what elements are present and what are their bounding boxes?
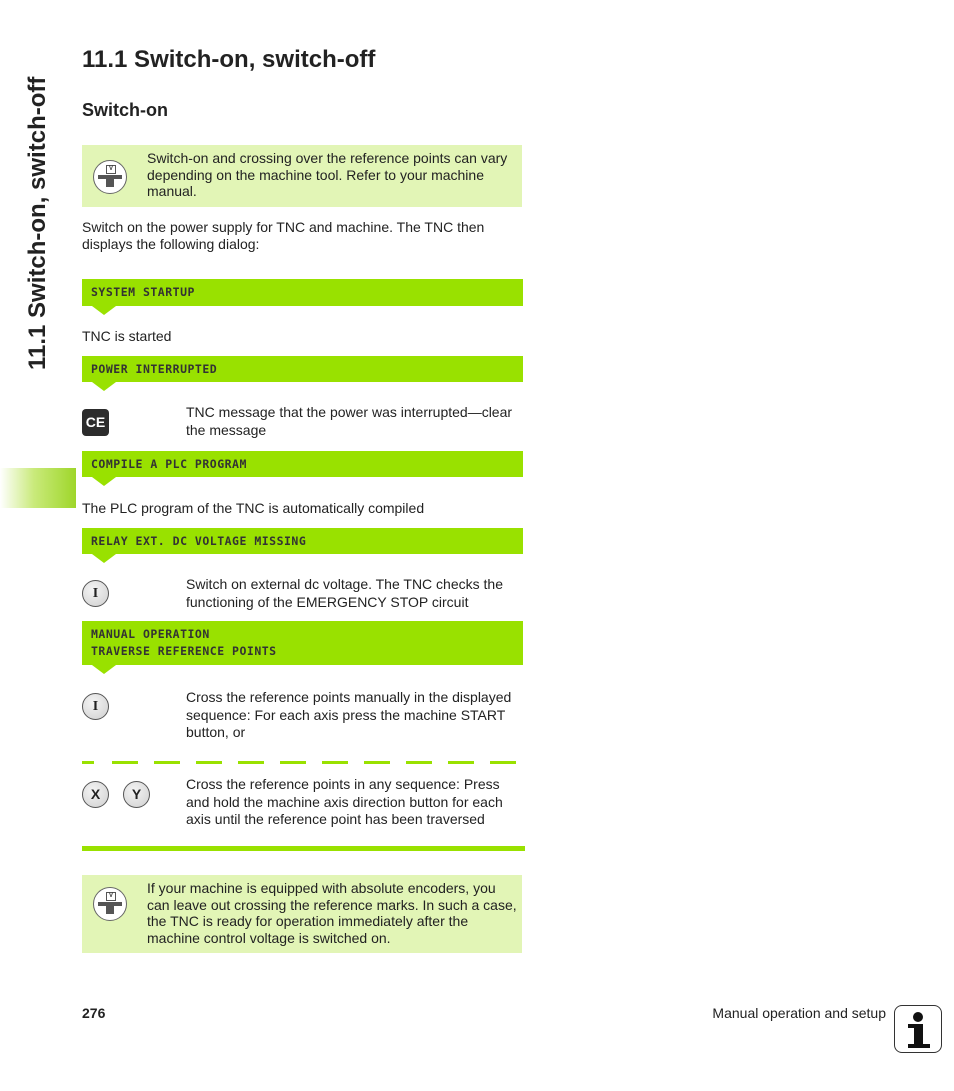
axis-keys-description: Cross the reference points in any sequence: Press and hold the machine axis direction button for each axis until the reference point has been traversed [186,776,503,827]
dialog-text-line-1: MANUAL OPERATION [91,627,210,641]
note-1-text: Switch-on and crossing over the reference points can vary depending on the machine tool. Refer to your machine manual. [147,150,508,199]
dialog-text-line-2: TRAVERSE REFERENCE POINTS [91,644,277,658]
dialog-relay-voltage [82,528,523,554]
machine-note-1 [82,145,522,207]
tnc-started-text: TNC is started [82,328,172,344]
intro-text: Switch on the power supply for TNC and machine. The TNC then displays the following dialog: [82,219,485,252]
dialog-system-startup [82,279,523,306]
machine-tool-icon: V [93,160,127,194]
alternative-separator [82,761,523,764]
dialog-arrow [92,477,116,486]
y-axis-key-icon: Y [123,781,150,808]
dialog-manual-operation [82,621,523,665]
dialog-text: RELAY EXT. DC VOLTAGE MISSING [91,534,307,548]
dialog-arrow [92,306,116,315]
section-heading: Switch-on [82,100,168,120]
dialog-arrow [92,382,116,391]
section-end-bar [82,846,525,851]
plc-compile-text: The PLC program of the TNC is automatically compiled [82,500,425,516]
x-axis-key-icon: X [82,781,109,808]
info-icon [894,1005,942,1053]
dialog-power-interrupted [82,356,523,382]
dialog-arrow [92,665,116,674]
side-chapter-title-text: 11.1 Switch-on, switch-off [24,76,51,370]
dialog-compile-plc [82,451,523,477]
page-number: 276 [82,1005,106,1021]
machine-note-2 [82,875,522,953]
machine-tool-icon: V [93,887,127,921]
side-chapter-title [14,60,62,370]
dialog-text: POWER INTERRUPTED [91,362,218,376]
ce-key-icon: CE [82,409,109,436]
footer-chapter-title: Manual operation and setup [712,1005,886,1021]
chapter-tab-marker [0,468,76,508]
dialog-text: COMPILE A PLC PROGRAM [91,457,247,471]
manual-traverse-description: Cross the reference points manually in the displayed sequence: For each axis press the machine START button, or [186,689,512,740]
machine-start-key-icon: I [82,693,109,720]
note-2-text: If your machine is equipped with absolute encoders, you can leave out crossing the reference marks. In such a case, the TNC is ready for operation immediately after the machine control voltage is switched on. [147,880,517,946]
voltage-description: Switch on external dc voltage. The TNC checks the functioning of the EMERGENCY STOP circuit [186,576,503,610]
ce-key-description: TNC message that the power was interrupted—clear the message [186,404,513,438]
dialog-arrow [92,554,116,563]
machine-start-key-icon: I [82,580,109,607]
dialog-text: SYSTEM STARTUP [91,285,195,299]
page-heading: 11.1 Switch-on, switch-off [82,46,376,73]
